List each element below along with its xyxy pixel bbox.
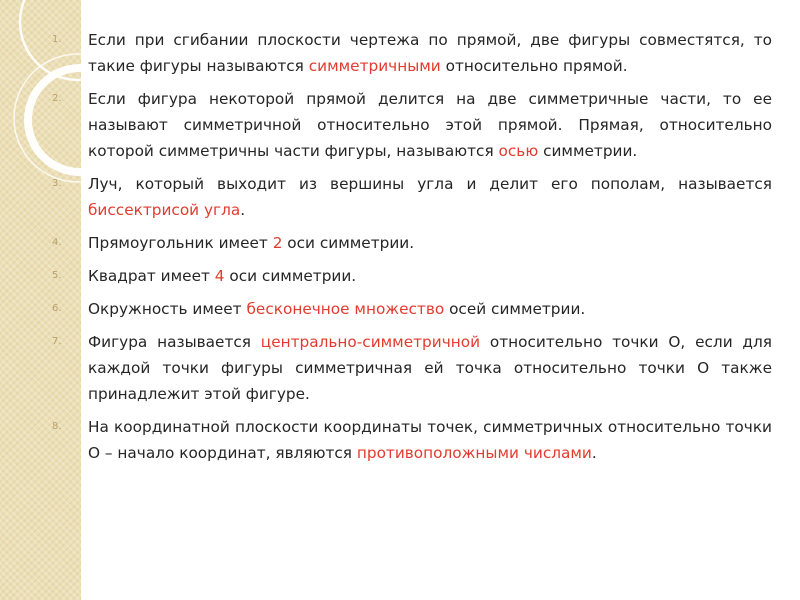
highlighted-term: 4 xyxy=(214,267,225,285)
definitions-list xyxy=(50,27,772,466)
list-item-text: . xyxy=(591,444,597,462)
list-item xyxy=(50,414,772,466)
list-item xyxy=(50,263,772,289)
list-item xyxy=(50,27,772,79)
list-item-number: 4. xyxy=(52,237,62,248)
highlighted-term: биссектрисой угла xyxy=(88,201,241,219)
list-item-text: оси симметрии. xyxy=(224,267,357,285)
list-item-text: Прямоугольник имеет xyxy=(88,234,273,252)
list-item xyxy=(50,296,772,322)
list-item-text: Окружность имеет xyxy=(88,300,247,318)
list-item-text: относительно прямой. xyxy=(440,57,628,75)
highlighted-term: противоположными числами xyxy=(356,444,592,462)
list-item-text: На координатной плоскости координаты точек, симметричных относительно точки О – начало координат, являются xyxy=(88,418,772,462)
highlighted-term: 2 xyxy=(272,234,283,252)
highlighted-term: центрально-симметричной xyxy=(260,333,481,351)
list-item-number: 3. xyxy=(52,178,62,189)
list-item-text: оси симметрии. xyxy=(282,234,415,252)
list-item-number: 1. xyxy=(52,34,62,45)
list-item-text: Если фигура некоторой прямой делится на две симметричные части, то ее называют симметричной относительно этой прямой. Прямая, относительно которой симметричны части фигуры, называются xyxy=(88,90,772,160)
list-item-text: . xyxy=(240,201,246,219)
list-item xyxy=(50,329,772,407)
list-item-text: относительно точки О, если для каждой точки фигуры симметричная ей точка относительно точки О также принадлежит этой фигуре. xyxy=(88,333,772,403)
list-item xyxy=(50,171,772,223)
list-item-text: Если при сгибании плоскости чертежа по прямой, две фигуры совместятся, то такие фигуры называются xyxy=(88,31,772,75)
list-item xyxy=(50,230,772,256)
list-item-number: 5. xyxy=(52,270,62,281)
list-item-text: осей симметрии. xyxy=(444,300,586,318)
list-item-number: 7. xyxy=(52,336,62,347)
highlighted-term: бесконечное множество xyxy=(246,300,445,318)
highlighted-term: симметричными xyxy=(308,57,441,75)
list-item-text: Фигура называется xyxy=(88,333,261,351)
slide-content xyxy=(50,27,772,473)
list-item-text: симметрии. xyxy=(538,142,638,160)
list-item-text: Луч, который выходит из вершины угла и делит его пополам, называется xyxy=(88,175,772,193)
list-item xyxy=(50,86,772,164)
list-item-text: Квадрат имеет xyxy=(88,267,215,285)
list-item-number: 8. xyxy=(52,421,62,432)
list-item-number: 2. xyxy=(52,93,62,104)
highlighted-term: осью xyxy=(498,142,539,160)
list-item-number: 6. xyxy=(52,303,62,314)
